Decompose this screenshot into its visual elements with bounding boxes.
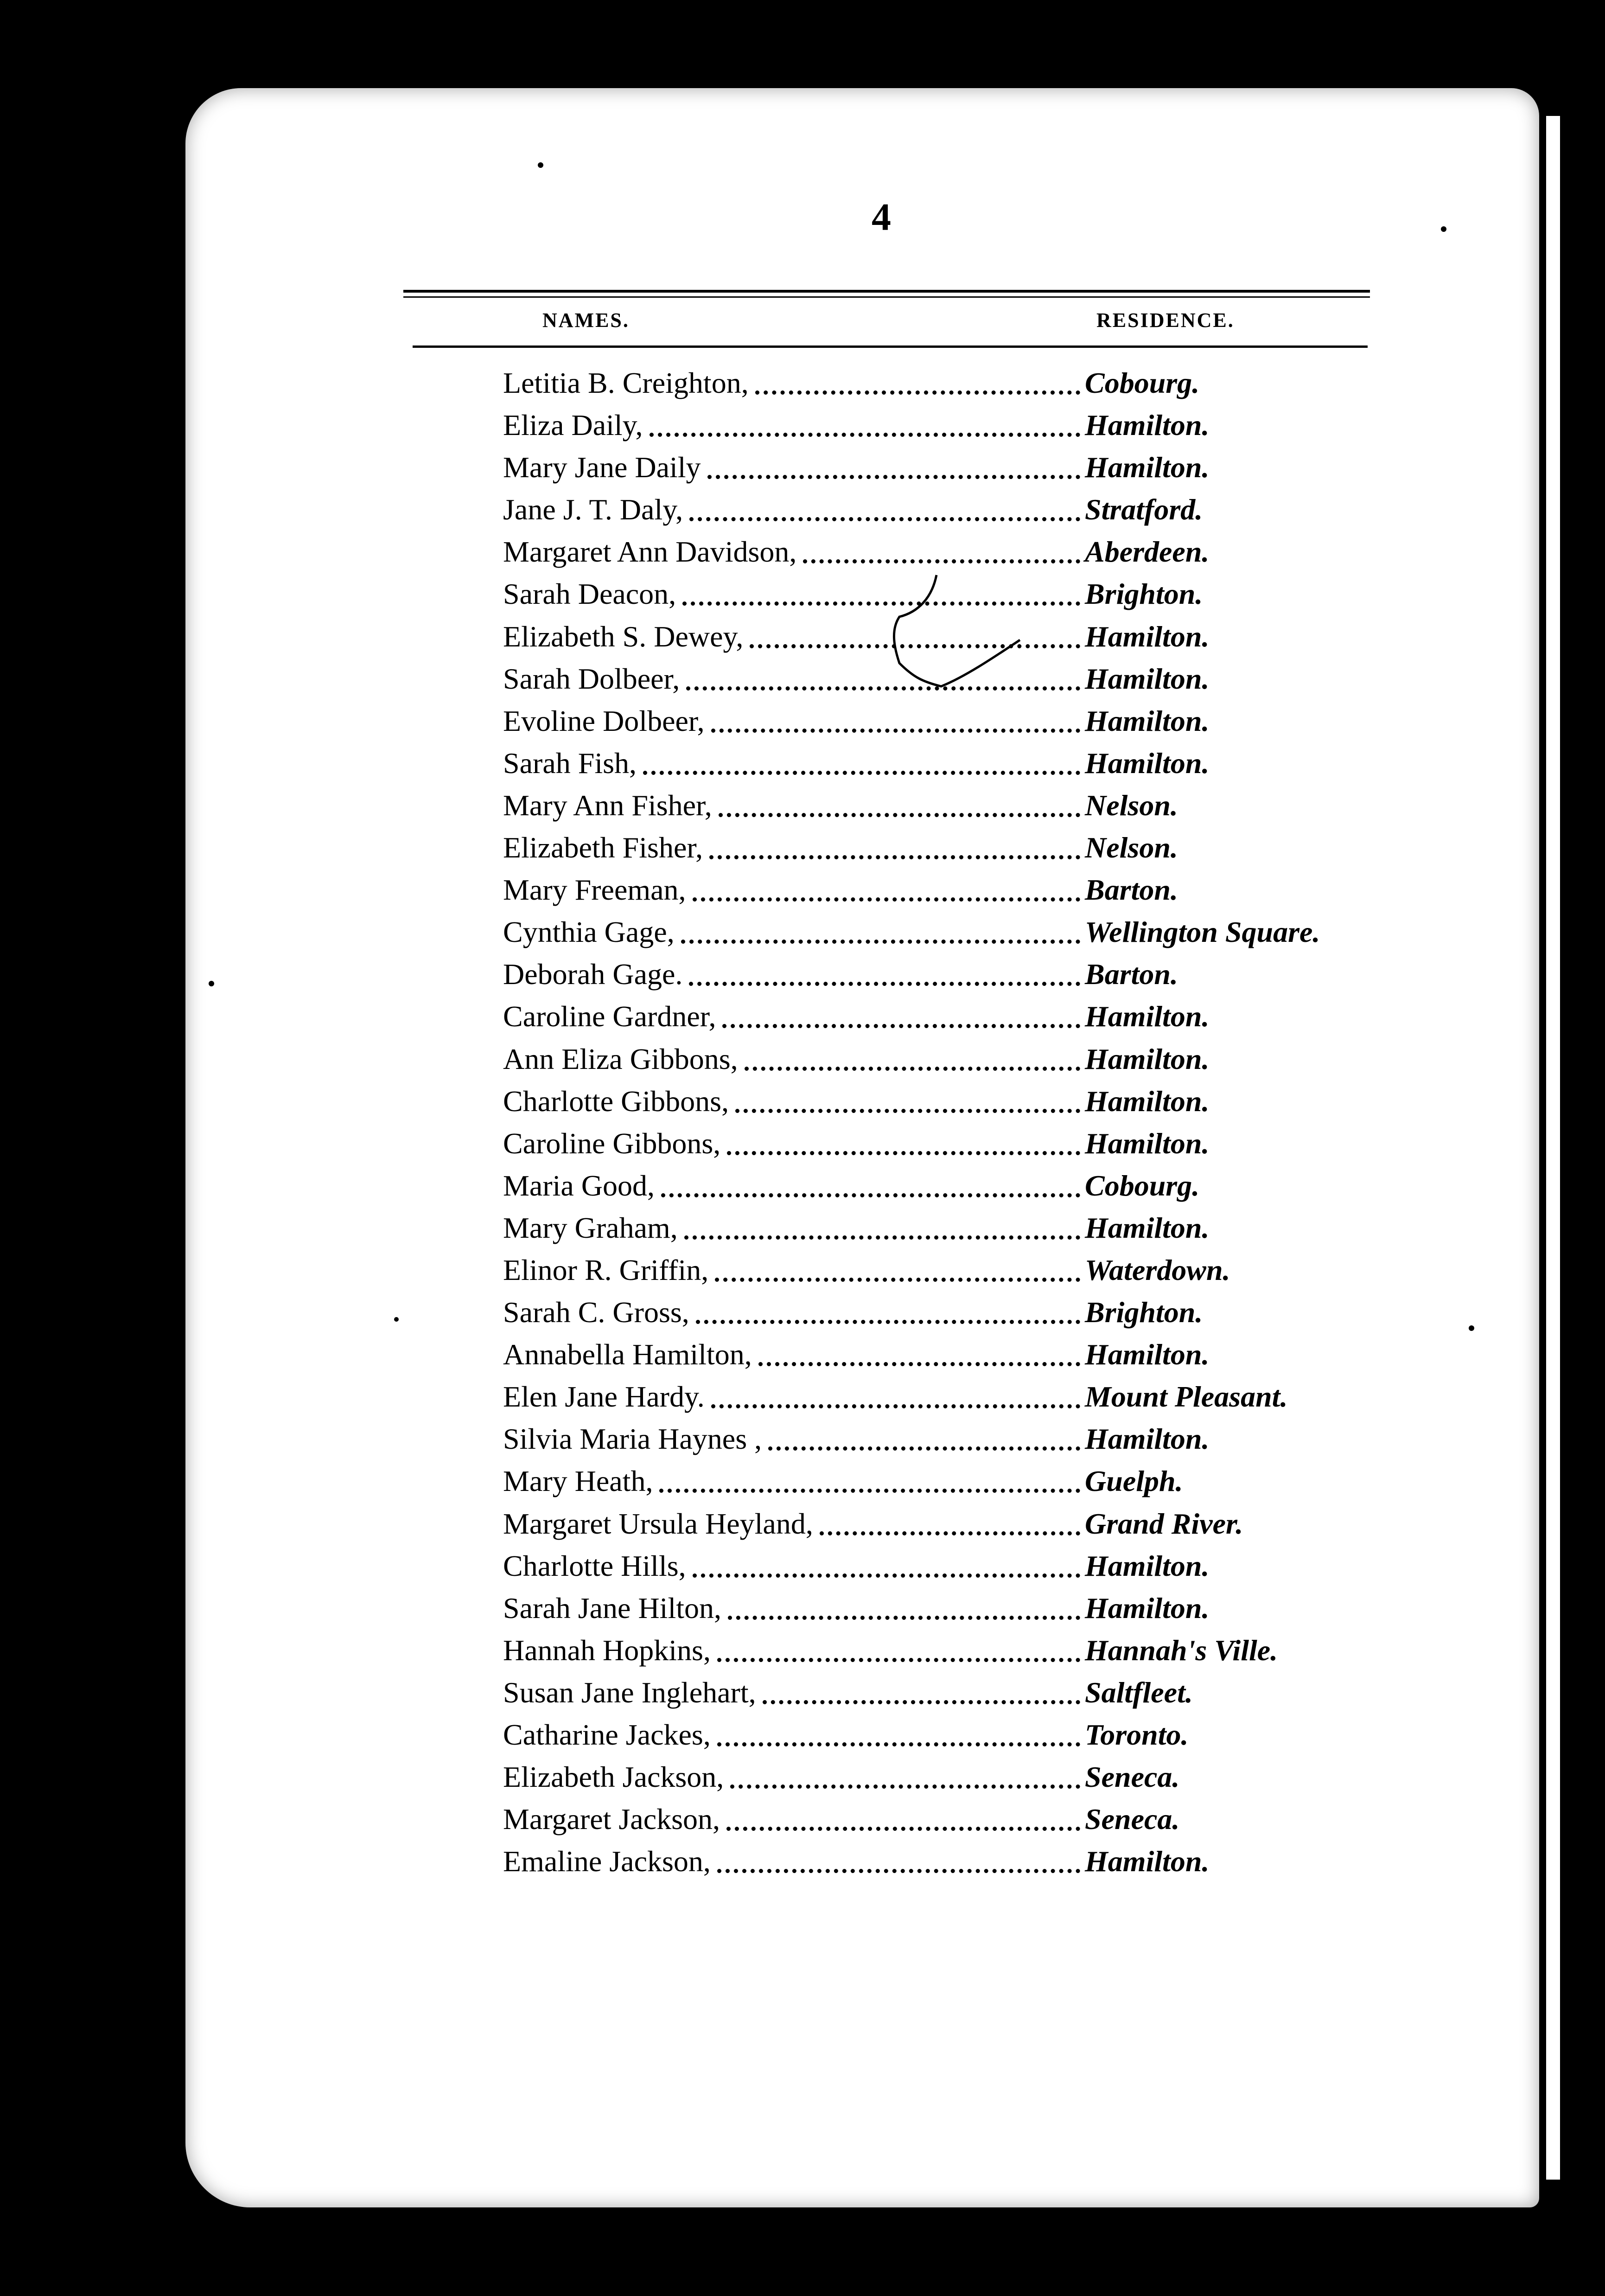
entry-residence: Hamilton. [1085, 1338, 1210, 1371]
entry-name: Maria Good, [503, 1169, 655, 1202]
entry-name: Margaret Jackson, [503, 1803, 720, 1836]
dot-leader [689, 517, 1080, 521]
dot-leader [711, 729, 1080, 733]
dot-leader [755, 390, 1080, 395]
pen-mark [881, 570, 1029, 710]
dot-leader [763, 1700, 1080, 1704]
entry-row [503, 742, 1500, 784]
entry-residence: Mount Pleasant. [1085, 1380, 1288, 1413]
entry-name: Elen Jane Hardy. [503, 1380, 705, 1413]
entry-residence: Hamilton. [1085, 1084, 1210, 1118]
entry-residence: Hamilton. [1085, 409, 1210, 442]
entry-row [503, 1333, 1500, 1375]
entry-name: Elizabeth Jackson, [503, 1760, 724, 1794]
entry-row [503, 1714, 1500, 1756]
entry-residence: Stratford. [1085, 493, 1203, 526]
entry-name: Sarah C. Gross, [503, 1296, 689, 1329]
entry-name: Elinor R. Griffin, [503, 1253, 709, 1286]
entry-row [503, 1418, 1500, 1460]
entry-residence: Barton. [1085, 958, 1178, 991]
entry-row [503, 362, 1500, 404]
entry-name: Sarah Fish, [503, 746, 637, 780]
entry-row [503, 911, 1500, 953]
entry-row [503, 1756, 1500, 1798]
entry-residence: Toronto. [1085, 1718, 1189, 1751]
page-number: 4 [872, 196, 891, 239]
dot-leader [735, 1109, 1080, 1113]
entry-row [503, 446, 1500, 488]
entry-name: Ann Eliza Gibbons, [503, 1042, 738, 1075]
entry-row [503, 1503, 1500, 1545]
entry-row [503, 1840, 1500, 1882]
dot-leader [803, 559, 1080, 563]
entry-residence: Aberdeen. [1085, 535, 1210, 569]
dot-leader [693, 1573, 1080, 1578]
entry-residence: Grand River. [1085, 1507, 1243, 1540]
entry-name: Margaret Ursula Heyland, [503, 1507, 813, 1540]
entry-residence: Hamilton. [1085, 1000, 1210, 1033]
entry-name: Catharine Jackes, [503, 1718, 711, 1751]
entry-name: Elizabeth Fisher, [503, 831, 703, 864]
entry-residence: Hannah's Ville. [1085, 1633, 1278, 1667]
entry-name: Mary Freeman, [503, 873, 686, 907]
dot-leader [728, 1616, 1080, 1620]
entry-residence: Hamilton. [1085, 1211, 1210, 1244]
entry-name: Cynthia Gage, [503, 915, 675, 949]
entry-residence: Hamilton. [1085, 1591, 1210, 1624]
entry-residence: Hamilton. [1085, 1845, 1210, 1878]
entry-row [503, 1671, 1500, 1714]
entry-residence: Hamilton. [1085, 1126, 1210, 1160]
entry-residence: Waterdown. [1085, 1253, 1230, 1286]
entry-residence: Seneca. [1085, 1760, 1180, 1794]
entry-name: Hannah Hopkins, [503, 1633, 711, 1667]
entry-residence: Hamilton. [1085, 746, 1210, 780]
entry-residence: Nelson. [1085, 788, 1178, 822]
ink-speck [1469, 1325, 1474, 1331]
header-bottom-rule [413, 345, 1368, 348]
dot-leader [726, 1827, 1080, 1831]
dot-leader [717, 1658, 1080, 1662]
entry-row [503, 404, 1500, 446]
entry-residence: Nelson. [1085, 831, 1178, 864]
dot-leader [696, 1320, 1080, 1324]
entry-residence: Hamilton. [1085, 1422, 1210, 1456]
ink-speck [209, 981, 214, 986]
entry-name: Jane J. T. Daly, [503, 493, 683, 526]
entry-residence: Brighton. [1085, 1296, 1203, 1329]
entry-row [503, 995, 1500, 1037]
dot-leader [643, 771, 1080, 775]
entry-row [503, 784, 1500, 826]
entry-residence: Guelph. [1085, 1465, 1183, 1498]
dot-leader [758, 1362, 1080, 1366]
entry-row [503, 1249, 1500, 1291]
column-header-residence: RESIDENCE. [1096, 309, 1235, 332]
entry-row [503, 1038, 1500, 1080]
entry-name: Susan Jane Inglehart, [503, 1676, 756, 1709]
entry-name: Caroline Gibbons, [503, 1126, 721, 1160]
entry-row [503, 1207, 1500, 1249]
entry-name: Sarah Dolbeer, [503, 662, 680, 695]
dot-leader [768, 1446, 1080, 1451]
entry-residence: Barton. [1085, 873, 1178, 907]
entry-row [503, 1122, 1500, 1164]
entry-row [503, 1629, 1500, 1671]
entry-residence: Hamilton. [1085, 662, 1210, 695]
entry-name: Charlotte Hills, [503, 1549, 686, 1582]
entry-row [503, 1460, 1500, 1502]
entry-name: Sarah Deacon, [503, 577, 676, 611]
entry-residence: Cobourg. [1085, 366, 1200, 399]
dot-leader [681, 940, 1080, 944]
entry-name: Emaline Jackson, [503, 1845, 711, 1878]
entry-name: Mary Graham, [503, 1211, 678, 1244]
entry-name: Elizabeth S. Dewey, [503, 620, 744, 653]
dot-leader [717, 1869, 1080, 1873]
dot-leader [727, 1151, 1080, 1155]
entry-name: Sarah Jane Hilton, [503, 1591, 721, 1624]
entry-residence: Hamilton. [1085, 704, 1210, 737]
dot-leader [661, 1193, 1080, 1197]
entry-residence: Seneca. [1085, 1803, 1180, 1836]
ink-speck [1441, 226, 1446, 232]
entry-row [503, 869, 1500, 911]
entry-row [503, 1164, 1500, 1207]
dot-leader [719, 813, 1080, 817]
entry-name: Letitia B. Creighton, [503, 366, 749, 399]
dot-leader [730, 1784, 1080, 1789]
entry-residence: Hamilton. [1085, 1042, 1210, 1075]
dot-leader [693, 897, 1080, 902]
entry-row [503, 531, 1500, 573]
entry-name: Mary Jane Daily [503, 451, 701, 484]
entry-residence: Hamilton. [1085, 620, 1210, 653]
dot-leader [684, 1235, 1080, 1240]
entry-row [503, 1375, 1500, 1418]
entry-residence: Wellington Square. [1085, 915, 1320, 949]
entry-name: Deborah Gage. [503, 958, 683, 991]
dot-leader [650, 433, 1081, 437]
entry-residence: Hamilton. [1085, 451, 1210, 484]
dot-leader [711, 1404, 1080, 1408]
entry-row [503, 1798, 1500, 1840]
entry-name: Caroline Gardner, [503, 1000, 716, 1033]
column-header-names: NAMES. [542, 309, 630, 332]
entry-residence: Cobourg. [1085, 1169, 1200, 1202]
entry-name: Margaret Ann Davidson, [503, 535, 797, 569]
dot-leader [715, 1278, 1080, 1282]
entry-name: Silvia Maria Haynes , [503, 1422, 762, 1456]
entry-row [503, 488, 1500, 531]
dot-leader [745, 1067, 1080, 1071]
entry-name: Eliza Daily, [503, 409, 643, 442]
entry-residence: Hamilton. [1085, 1549, 1210, 1582]
entry-row [503, 1545, 1500, 1587]
entry-row [503, 826, 1500, 869]
entry-name: Mary Heath, [503, 1465, 653, 1498]
page-edge [1546, 116, 1560, 2180]
dot-leader [689, 982, 1080, 986]
entry-name: Annabella Hamilton, [503, 1338, 752, 1371]
entry-row [503, 1080, 1500, 1122]
entry-residence: Brighton. [1085, 577, 1203, 611]
dot-leader [717, 1742, 1080, 1746]
dot-leader [709, 855, 1080, 859]
dot-leader [722, 1024, 1080, 1028]
entry-row [503, 953, 1500, 995]
ink-speck [538, 162, 543, 168]
ink-speck [394, 1317, 399, 1322]
header-top-rule [403, 290, 1370, 298]
entry-row [503, 1587, 1500, 1629]
entry-name: Evoline Dolbeer, [503, 704, 705, 737]
entry-name: Charlotte Gibbons, [503, 1084, 729, 1118]
dot-leader [659, 1489, 1080, 1493]
entry-name: Mary Ann Fisher, [503, 788, 712, 822]
entry-residence: Saltfleet. [1085, 1676, 1193, 1709]
dot-leader [707, 475, 1080, 479]
dot-leader [820, 1531, 1080, 1535]
entry-row [503, 1291, 1500, 1333]
